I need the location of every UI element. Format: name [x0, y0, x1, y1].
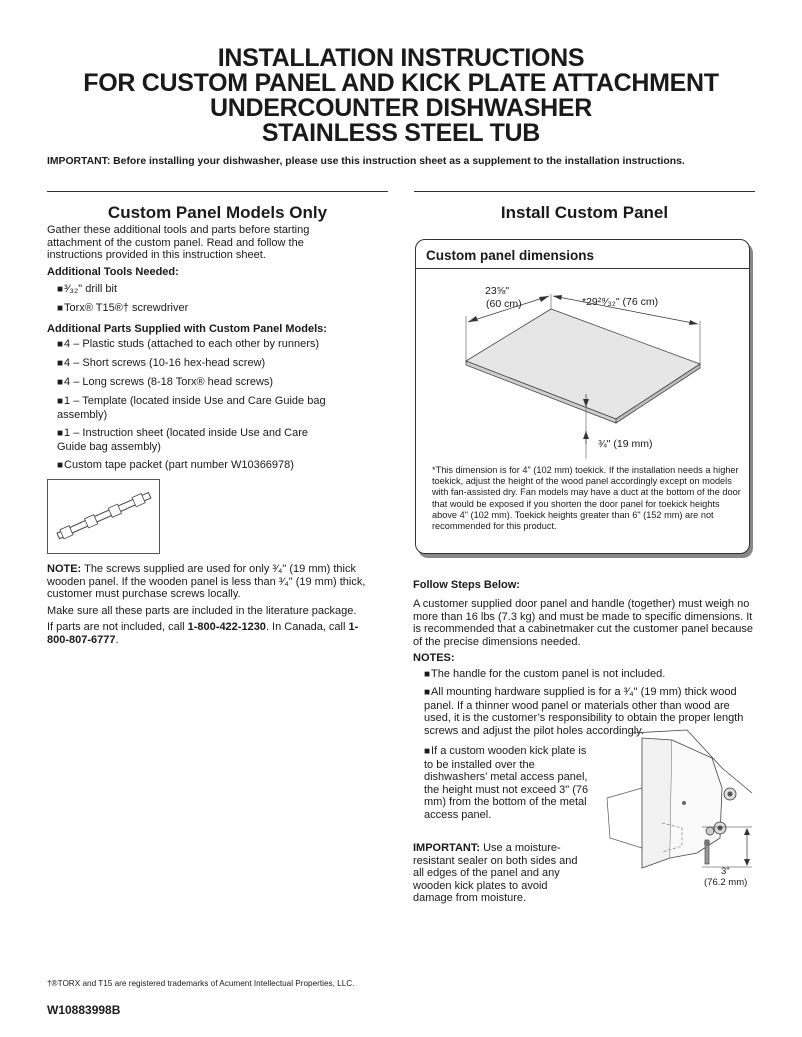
bullet-icon: ■	[57, 339, 64, 350]
phone-canada: 1-800-807-6777	[47, 621, 359, 646]
part-item: ■4 – Short screws (10-16 hex-head screw)	[57, 357, 266, 369]
make-sure-note: Make sure all these parts are included in the literature package.	[47, 605, 357, 617]
part-item: ■1 – Instruction sheet (located inside Use and Care Guide bag assembly)	[57, 427, 309, 453]
bullet-icon: ■	[57, 396, 64, 407]
tools-heading: Additional Tools Needed:	[47, 266, 179, 278]
bullet-icon: ■	[57, 284, 64, 295]
width-dimension-mm: (60 cm)	[486, 298, 522, 310]
title-line-4: STAINLESS STEEL TUB	[261, 119, 541, 147]
tool-item: ■Torx® T15®† screwdriver	[57, 302, 189, 314]
thickness-dimension: ¾" (19 mm)	[598, 438, 653, 450]
trademark-footnote: †®TORX and T15 are registered trademarks of Acument Intellectual Properties, LLC.	[47, 979, 355, 988]
notes-heading: NOTES:	[413, 652, 455, 664]
screw-note: NOTE: The screws supplied are used for only ³⁄₄" (19 mm) thick wooden panel. If the wooden panel is less than ³⁄₄" (19 mm) thick, customer must purchase screws locally.	[47, 563, 366, 601]
bullet-icon: ■	[424, 746, 431, 757]
title-line-1: INSTALLATION INSTRUCTIONS	[217, 44, 585, 72]
steps-paragraph: A customer supplied door panel and handle (together) must weigh no more than 16 lbs (7.3 kg) and must be made to specific dimensions. It is recommended that a cabinetmaker cut the customer panel because of the precise dimensions needed.	[413, 598, 753, 648]
right-section-rule	[414, 191, 755, 192]
note-item: ■The handle for the custom panel is not included.	[424, 668, 666, 680]
important-moisture-note: IMPORTANT: Use a moisture-resistant sealer on both sides and all edges of the panel and any wooden kick plates to avoid damage from moisture.	[413, 842, 578, 905]
bullet-icon: ■	[57, 377, 64, 388]
left-section-rule	[47, 191, 388, 192]
call-info: If parts are not included, call 1-800-422-1230. In Canada, call 1-800-807-6777.	[47, 621, 359, 646]
bullet-icon: ■	[57, 358, 64, 369]
document-number: W10883998B	[47, 1003, 121, 1017]
part-item: ■4 – Plastic studs (attached to each other by runners)	[57, 338, 320, 350]
phone-us: 1-800-422-1230	[187, 621, 266, 633]
bullet-icon: ■	[57, 460, 64, 471]
kick-plate-illustration	[602, 728, 760, 878]
important-notice: IMPORTANT: Before installing your dishwasher, please use this instruction sheet as a supplement to the installation instructions.	[47, 156, 685, 167]
custom-panel-models-heading: Custom Panel Models Only	[107, 203, 328, 222]
bullet-icon: ■	[424, 687, 431, 698]
install-custom-panel-heading: Install Custom Panel	[500, 203, 669, 222]
plastic-studs-image	[47, 479, 160, 554]
kick-plate-dimension-mm: (76.2 mm)	[704, 877, 748, 888]
figure-title: Custom panel dimensions	[426, 248, 595, 263]
bullet-icon: ■	[57, 428, 64, 439]
bullet-icon: ■	[424, 669, 431, 680]
parts-heading: Additional Parts Supplied with Custom Panel Models:	[47, 323, 327, 335]
note-item: ■If a custom wooden kick plate is to be installed over the dishwashers’ metal access panel, the height must not exceed 3" (76 mm) from the bottom of the metal access panel.	[424, 745, 589, 821]
tool-item: ■³⁄₃₂" drill bit	[57, 283, 118, 295]
part-item: ■Custom tape packet (part number W10366978)	[57, 459, 294, 471]
width-dimension: 23⅝"	[485, 285, 510, 297]
part-item: ■1 – Template (located inside Use and Care Guide bag assembly)	[57, 395, 326, 421]
follow-steps-heading: Follow Steps Below:	[413, 579, 520, 591]
custom-panel-dimensions-figure	[415, 239, 750, 554]
document-title	[0, 46, 802, 146]
bullet-icon: ■	[57, 303, 64, 314]
height-dimension: *29²⁹⁄₃₂" (76 cm)	[582, 296, 659, 308]
intro-paragraph: Gather these additional tools and parts before starting attachment of the custom panel. Read and follow the instructions provided in this instruction sheet.	[47, 224, 310, 262]
note-item: ■All mounting hardware supplied is for a ³⁄₄" (19 mm) thick wood panel. If a thinner wood panel or materials other than wood are used, it is the customer’s responsibility to obtain the proper length screws and adjust the pilot holes accordingly.	[424, 686, 744, 737]
title-line-2: FOR CUSTOM PANEL AND KICK PLATE ATTACHMENT	[83, 69, 719, 97]
title-line-3: UNDERCOUNTER DISHWASHER	[209, 94, 592, 122]
part-item: ■4 – Long screws (8-18 Torx® head screws)	[57, 376, 274, 388]
figure-footnote: *This dimension is for 4" (102 mm) toekick. If the installation needs a higher toekick, adjust the height of the wood panel accordingly except on models with fan-assisted dry. Fan models may have a duct at the bottom of the door that would be exposed if you shorten the door panel for toekick heights above 4" (102 mm). Toekick heights greater than 6" (152 mm) are not recommended for this product.	[432, 465, 741, 532]
kick-plate-dimension: 3"	[721, 866, 730, 877]
